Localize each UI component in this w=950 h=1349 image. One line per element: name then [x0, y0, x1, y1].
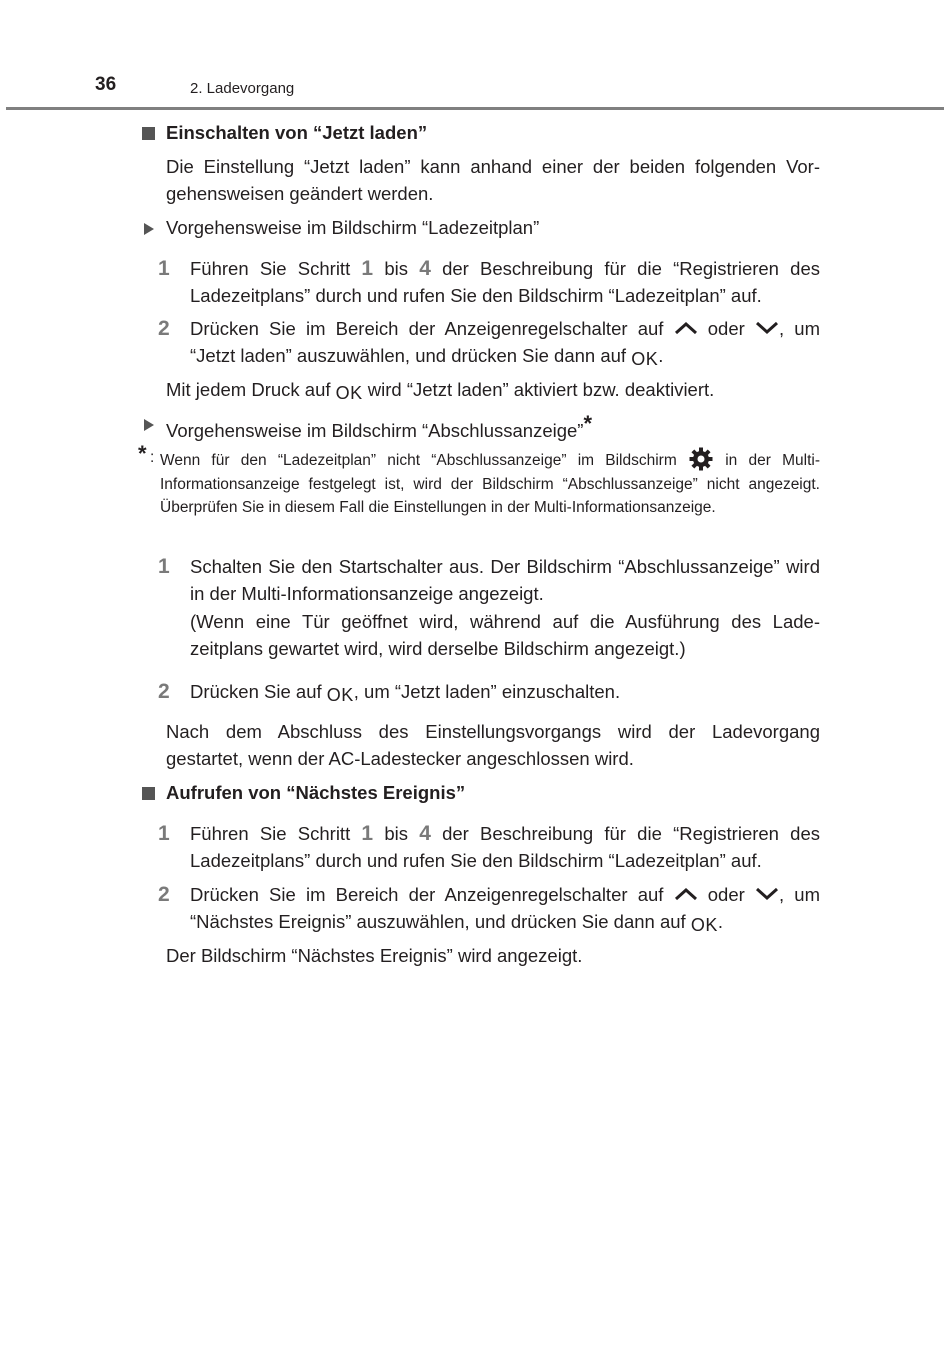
step-number: 1 — [158, 555, 170, 578]
step-text: Führen Sie Schritt 1 bis 4 der Beschreibung für die “Registrieren des Ladezeitplans” durch und rufen Sie den Bildschirm “Ladezeitplan” auf. — [190, 822, 821, 871]
inline-step-number: 4 — [419, 822, 431, 845]
inline-step-number: 4 — [419, 257, 431, 280]
step-number: 1 — [158, 257, 170, 280]
procedure-title-text: Vorgehensweise im Bildschirm “Abschlussanzeige”* — [166, 411, 593, 441]
step-text: Führen Sie Schritt 1 bis 4 der Beschreibung für die “Registrieren des Ladezeitplans” durch und rufen Sie den Bildschirm “Ladezeitplan” auf. — [190, 257, 821, 306]
square-bullet-icon — [142, 787, 155, 800]
chevron-down-icon — [755, 315, 779, 329]
result-text: Nach dem Abschluss des Einstellungsvorgangs wird der Ladevorgang gestartet, wenn der AC-Ladestecker angeschlossen wird. — [166, 721, 820, 769]
square-bullet-icon — [142, 127, 155, 140]
triangle-bullet-icon — [144, 419, 154, 431]
ok-symbol: OK — [631, 349, 659, 369]
page-number: 36 — [95, 74, 117, 95]
footnote-text: Wenn für den “Ladezeitplan” nicht “Abschlussanzeige” im Bildschirm in der Multi-Informationsanzeige festgelegt ist, wird der Bildschirm “Abschlussanzeige” nicht angezeigt. Überprüfen Sie in diesem Fall die Einstellungen in der Multi-Informationsanzeige. — [160, 446, 820, 520]
gear-icon — [688, 446, 714, 472]
triangle-bullet-icon — [144, 223, 154, 235]
intro-text: Die Einstellung “Jetzt laden” kann anhand einer der beiden folgenden Vor-gehensweisen geändert werden. — [166, 156, 820, 204]
step-text: Drücken Sie im Bereich der Anzeigenregelschalter auf oder , um “Nächstes Ereignis” auszuwählen, und drücken Sie dann auf OK. — [190, 881, 820, 939]
inline-step-number: 1 — [361, 822, 374, 845]
footnote-star: * — [138, 441, 147, 466]
footnote-colon: : — [150, 449, 155, 466]
section-heading-text: Aufrufen von “Nächstes Ereignis” — [166, 782, 466, 803]
step-number: 2 — [158, 883, 170, 906]
ok-symbol: OK — [335, 383, 363, 403]
chevron-down-icon — [755, 881, 779, 895]
section-heading-text: Einschalten von “Jetzt laden” — [166, 122, 428, 143]
step-number: 2 — [158, 317, 170, 340]
step-text: Drücken Sie im Bereich der Anzeigenregelschalter auf oder , um “Jetzt laden” auszuwählen, und drücken Sie dann auf OK. — [190, 315, 820, 373]
ok-symbol: OK — [690, 915, 718, 935]
result-text: Mit jedem Druck auf OK wird “Jetzt laden” aktiviert bzw. deaktiviert. — [166, 376, 820, 407]
result-text: Der Bildschirm “Nächstes Ereignis” wird angezeigt. — [166, 945, 583, 966]
footnote-mark: * — [583, 411, 593, 436]
step-remark-text: (Wenn eine Tür geöffnet wird, während auf die Ausführung des Lade-zeitplans gewartet wird, wird derselbe Bildschirm angezeigt.) — [190, 611, 820, 659]
step-text: Schalten Sie den Startschalter aus. Der Bildschirm “Abschlussanzeige” wird in der Multi-Informationsanzeige angezeigt. — [190, 556, 820, 604]
step-number: 1 — [158, 822, 170, 845]
chevron-up-icon — [674, 315, 698, 329]
step-text: Drücken Sie auf OK, um “Jetzt laden” einzuschalten. — [190, 678, 820, 709]
chevron-up-icon — [674, 881, 698, 895]
procedure-title-text: Vorgehensweise im Bildschirm “Ladezeitplan” — [166, 217, 540, 238]
step-number: 2 — [158, 680, 170, 703]
chapter-title: 2. Ladevorgang — [190, 80, 295, 97]
header-rule — [6, 107, 944, 110]
ok-symbol: OK — [326, 685, 354, 705]
inline-step-number: 1 — [361, 257, 374, 280]
